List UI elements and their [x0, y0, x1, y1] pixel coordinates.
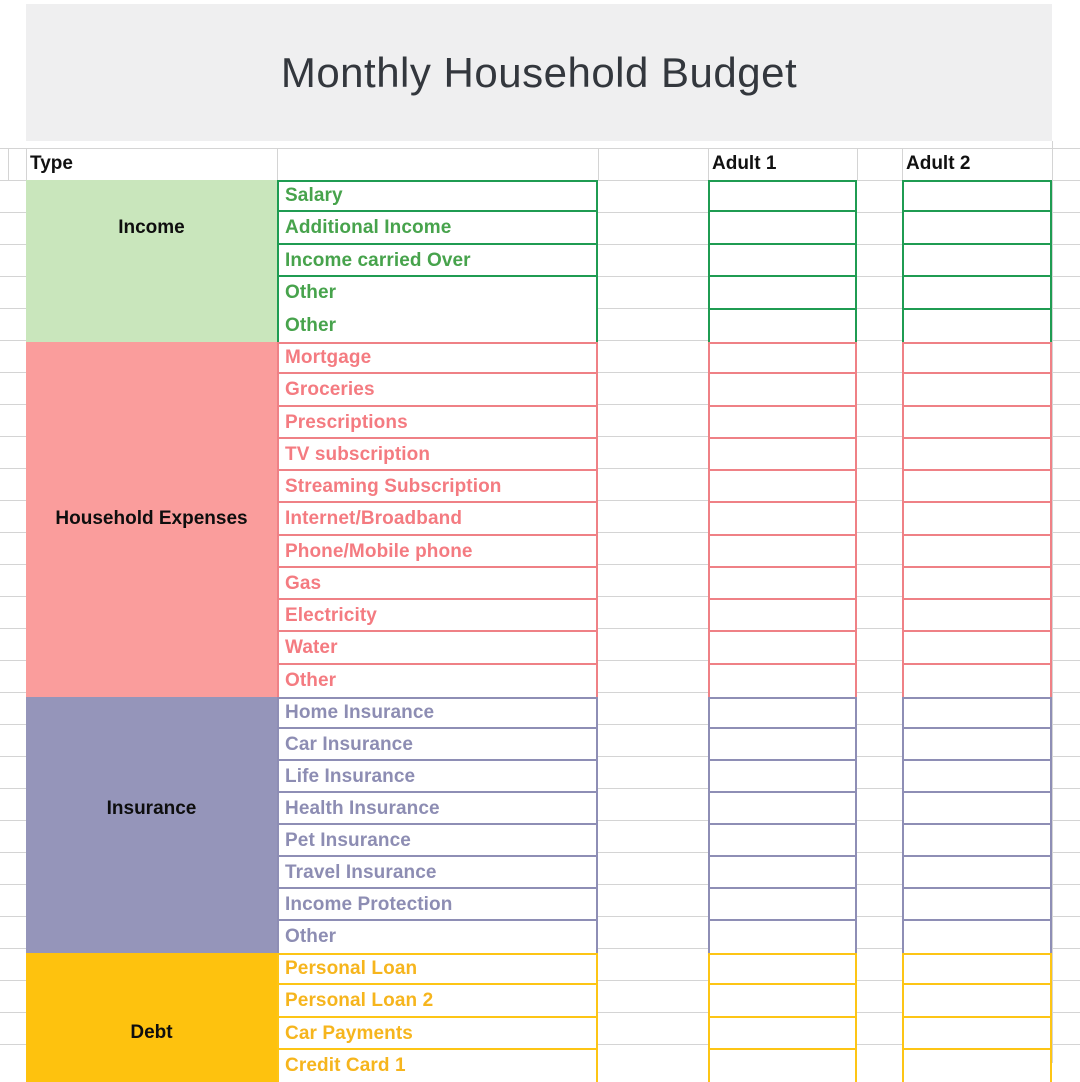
gridline — [598, 404, 708, 405]
adult2-value-cell[interactable] — [904, 665, 1050, 697]
adult2-value-cell[interactable] — [904, 953, 1050, 985]
item-cell[interactable] — [279, 793, 596, 825]
gridline — [598, 884, 708, 885]
adult1-value-cell[interactable] — [710, 310, 855, 342]
gridline — [857, 308, 902, 309]
item-cell-label: Pet Insurance — [285, 830, 411, 851]
gridline — [857, 1044, 902, 1045]
gridline — [1052, 244, 1080, 245]
gridline — [857, 1012, 902, 1013]
adult1-value-cell[interactable] — [710, 1018, 855, 1050]
gridline — [857, 916, 902, 917]
item-cell[interactable] — [279, 374, 596, 406]
gridline — [857, 532, 902, 533]
gridline — [1052, 596, 1080, 597]
item-cell-label: Personal Loan — [285, 958, 418, 979]
adult2-value-column — [902, 180, 1052, 342]
gridline — [0, 596, 26, 597]
adult1-value-cell[interactable] — [710, 729, 855, 761]
item-cell-label: Mortgage — [285, 347, 372, 368]
gridline — [1052, 500, 1080, 501]
gridline — [1052, 212, 1080, 213]
adult1-value-cell[interactable] — [710, 921, 855, 953]
adult2-value-cell[interactable] — [904, 825, 1050, 857]
adult1-value-cell[interactable] — [710, 600, 855, 632]
adult1-value-cell[interactable] — [710, 503, 855, 535]
gridline — [0, 1012, 26, 1013]
gridline — [857, 244, 902, 245]
gridline — [857, 980, 902, 981]
gridline — [857, 564, 902, 565]
gridline — [857, 404, 902, 405]
gridline — [0, 468, 26, 469]
gridline — [1052, 788, 1080, 789]
column-header-adult1[interactable]: Adult 1 — [712, 153, 777, 174]
gridline — [0, 788, 26, 789]
item-cell[interactable] — [279, 568, 596, 600]
item-cell-label: Salary — [285, 185, 343, 206]
gridline — [1052, 756, 1080, 757]
item-cell-label: TV subscription — [285, 443, 431, 465]
gridline — [598, 532, 708, 533]
gridline — [857, 692, 902, 693]
item-cell[interactable] — [279, 342, 596, 374]
item-column — [277, 697, 598, 953]
section-label: Debt — [130, 1022, 173, 1043]
gridline — [1052, 276, 1080, 277]
section-type-cell[interactable] — [26, 180, 277, 342]
gridline — [857, 948, 902, 949]
gridline — [1052, 532, 1080, 533]
column-header-type[interactable]: Type — [30, 153, 73, 174]
adult2-value-cell[interactable] — [904, 921, 1050, 953]
gridline — [0, 436, 26, 437]
item-cell-label: Groceries — [285, 379, 375, 401]
gridline — [0, 276, 26, 277]
gridline — [0, 340, 26, 341]
item-cell[interactable] — [279, 857, 596, 889]
item-cell-label: Other — [285, 926, 337, 947]
gridline — [0, 724, 26, 725]
item-cell[interactable] — [279, 212, 596, 244]
gridline — [0, 212, 26, 213]
gridline — [598, 468, 708, 469]
gridline — [857, 148, 858, 180]
gridline — [0, 148, 1080, 149]
gridline — [0, 884, 26, 885]
adult2-value-column — [902, 953, 1052, 1082]
adult1-value-cell[interactable] — [710, 536, 855, 568]
gridline — [277, 148, 278, 180]
gridline — [1052, 372, 1080, 373]
item-cell[interactable] — [279, 536, 596, 568]
gridline — [598, 820, 708, 821]
item-cell[interactable] — [279, 1050, 596, 1082]
adult1-value-cell[interactable] — [710, 889, 855, 921]
adult2-value-cell[interactable] — [904, 761, 1050, 793]
gridline — [0, 564, 26, 565]
gridline — [598, 660, 708, 661]
gridline — [0, 244, 26, 245]
section-type-cell[interactable] — [26, 697, 277, 953]
item-cell[interactable] — [279, 761, 596, 793]
item-cell[interactable] — [279, 697, 596, 729]
adult1-value-cell[interactable] — [710, 697, 855, 729]
gridline — [857, 724, 902, 725]
item-cell-label: Personal Loan 2 — [285, 990, 434, 1012]
adult1-value-cell[interactable] — [710, 180, 855, 212]
adult2-value-column — [902, 697, 1052, 953]
adult2-value-cell[interactable] — [904, 600, 1050, 632]
adult2-value-cell[interactable] — [904, 889, 1050, 921]
item-cell-label: Life Insurance — [285, 766, 416, 787]
gridline — [0, 916, 26, 917]
gridline — [857, 468, 902, 469]
gridline — [0, 308, 26, 309]
adult2-value-cell[interactable] — [904, 536, 1050, 568]
item-cell-label: Health Insurance — [285, 798, 440, 819]
adult2-value-cell[interactable] — [904, 568, 1050, 600]
gridline — [0, 852, 26, 853]
adult1-value-column — [708, 342, 857, 697]
adult2-value-column — [902, 342, 1052, 697]
item-cell[interactable] — [279, 1018, 596, 1050]
adult2-value-cell[interactable] — [904, 212, 1050, 244]
adult1-value-cell[interactable] — [710, 857, 855, 889]
gridline — [1052, 340, 1080, 341]
item-cell[interactable] — [279, 471, 596, 503]
adult1-value-cell[interactable] — [710, 374, 855, 406]
gridline — [857, 820, 902, 821]
gridline — [1052, 308, 1080, 309]
adult1-value-cell[interactable] — [710, 985, 855, 1017]
section-type-cell[interactable] — [26, 953, 277, 1082]
adult1-value-cell[interactable] — [710, 665, 855, 697]
item-cell-label: Income Protection — [285, 894, 453, 915]
item-cell-label: Phone/Mobile phone — [285, 540, 473, 562]
adult1-value-cell[interactable] — [710, 342, 855, 374]
section-label: Insurance — [106, 798, 197, 819]
gridline — [1052, 404, 1080, 405]
adult2-value-cell[interactable] — [904, 1018, 1050, 1050]
gridline — [857, 660, 902, 661]
gridline — [598, 916, 708, 917]
adult2-value-cell[interactable] — [904, 407, 1050, 439]
item-cell[interactable] — [279, 503, 596, 535]
adult2-value-cell[interactable] — [904, 310, 1050, 342]
gridline — [1052, 1044, 1080, 1045]
item-cell[interactable] — [279, 632, 596, 664]
gridline — [598, 436, 708, 437]
adult2-value-cell[interactable] — [904, 342, 1050, 374]
gridline — [857, 500, 902, 501]
adult1-value-column — [708, 180, 857, 342]
item-cell-label: Additional Income — [285, 217, 452, 239]
item-cell-label: Gas — [285, 572, 322, 594]
gridline — [857, 436, 902, 437]
adult2-value-cell[interactable] — [904, 245, 1050, 277]
gridline — [598, 180, 708, 181]
gridline — [1052, 948, 1080, 949]
adult1-value-cell[interactable] — [710, 1050, 855, 1082]
adult1-value-cell[interactable] — [710, 953, 855, 985]
adult1-value-column — [708, 953, 857, 1082]
item-cell-label: Home Insurance — [285, 702, 435, 723]
item-cell-label: Streaming Subscription — [285, 476, 502, 498]
gridline — [857, 788, 902, 789]
section-label: Household Expenses — [55, 508, 248, 529]
title-banner-cell[interactable] — [26, 4, 1052, 141]
gridline — [708, 148, 709, 180]
adult2-value-cell[interactable] — [904, 439, 1050, 471]
item-cell-label: Other — [285, 314, 337, 336]
gridline — [1052, 852, 1080, 853]
gridline — [598, 1044, 708, 1045]
gridline — [0, 756, 26, 757]
gridline — [598, 596, 708, 597]
item-cell-label: Internet/Broadband — [285, 508, 463, 530]
gridline — [1052, 468, 1080, 469]
adult2-value-cell[interactable] — [904, 857, 1050, 889]
adult1-value-cell[interactable] — [710, 407, 855, 439]
gridline — [0, 532, 26, 533]
gridline — [598, 1012, 708, 1013]
item-cell[interactable] — [279, 600, 596, 632]
gridline — [0, 660, 26, 661]
gridline — [598, 788, 708, 789]
item-cell-label: Electricity — [285, 605, 377, 627]
gridline — [1052, 724, 1080, 725]
adult1-value-cell[interactable] — [710, 568, 855, 600]
adult1-value-cell[interactable] — [710, 793, 855, 825]
gridline — [857, 884, 902, 885]
item-cell-label: Car Payments — [285, 1022, 413, 1044]
item-cell[interactable] — [279, 889, 596, 921]
gridline — [598, 276, 708, 277]
adult1-value-cell[interactable] — [710, 632, 855, 664]
gridline — [598, 692, 708, 693]
item-column — [277, 953, 598, 1082]
gridline — [598, 724, 708, 725]
item-cell[interactable] — [279, 953, 596, 985]
gridline — [857, 372, 902, 373]
adult2-value-cell[interactable] — [904, 632, 1050, 664]
adult1-value-column — [708, 697, 857, 953]
gridline — [0, 948, 26, 949]
item-cell[interactable] — [279, 985, 596, 1017]
gridline — [598, 372, 708, 373]
adult1-value-cell[interactable] — [710, 277, 855, 309]
adult2-value-cell[interactable] — [904, 985, 1050, 1017]
gridline — [598, 756, 708, 757]
item-cell-label: Car Insurance — [285, 734, 414, 755]
adult1-value-cell[interactable] — [710, 825, 855, 857]
gridline — [0, 820, 26, 821]
gridline — [598, 980, 708, 981]
column-header-adult2[interactable]: Adult 2 — [906, 153, 971, 174]
item-cell[interactable] — [279, 277, 596, 309]
item-cell[interactable] — [279, 439, 596, 471]
gridline — [0, 1044, 26, 1045]
item-cell-label: Income carried Over — [285, 249, 471, 271]
adult1-value-cell[interactable] — [710, 471, 855, 503]
adult2-value-cell[interactable] — [904, 697, 1050, 729]
adult2-value-cell[interactable] — [904, 180, 1050, 212]
gridline — [1052, 628, 1080, 629]
gridline — [857, 180, 902, 181]
gridline — [1052, 884, 1080, 885]
gridline — [857, 276, 902, 277]
gridline — [8, 148, 9, 180]
gridline — [1052, 820, 1080, 821]
item-cell-label: Other — [285, 282, 337, 304]
item-cell[interactable] — [279, 180, 596, 212]
gridline — [598, 244, 708, 245]
adult2-value-cell[interactable] — [904, 471, 1050, 503]
gridline — [1052, 141, 1053, 1063]
section-label: Income — [118, 217, 185, 238]
gridline — [1052, 980, 1080, 981]
item-cell-label: Prescriptions — [285, 411, 408, 433]
gridline — [857, 628, 902, 629]
item-cell[interactable] — [279, 407, 596, 439]
gridline — [598, 564, 708, 565]
item-cell-label: Travel Insurance — [285, 862, 437, 883]
adult1-value-cell[interactable] — [710, 761, 855, 793]
item-column — [277, 180, 598, 342]
gridline — [598, 948, 708, 949]
adult2-value-cell[interactable] — [904, 1050, 1050, 1082]
gridline — [598, 628, 708, 629]
item-cell-label: Other — [285, 669, 337, 691]
page-title: Monthly Household Budget — [280, 48, 798, 96]
item-cell[interactable] — [279, 665, 596, 697]
adult2-value-cell[interactable] — [904, 503, 1050, 535]
gridline — [1052, 692, 1080, 693]
gridline — [1052, 564, 1080, 565]
gridline — [0, 628, 26, 629]
gridline — [598, 852, 708, 853]
gridline — [857, 852, 902, 853]
adult1-value-cell[interactable] — [710, 212, 855, 244]
adult2-value-cell[interactable] — [904, 277, 1050, 309]
gridline — [857, 212, 902, 213]
gridline — [857, 596, 902, 597]
gridline — [1052, 916, 1080, 917]
gridline — [598, 308, 708, 309]
gridline — [0, 372, 26, 373]
adult1-value-cell[interactable] — [710, 245, 855, 277]
gridline — [598, 212, 708, 213]
item-cell[interactable] — [279, 245, 596, 277]
item-cell-label: Credit Card 1 — [285, 1054, 406, 1076]
gridline — [1052, 180, 1080, 181]
adult2-value-cell[interactable] — [904, 793, 1050, 825]
item-cell[interactable] — [279, 921, 596, 953]
item-column — [277, 342, 598, 697]
gridline — [0, 980, 26, 981]
item-cell[interactable] — [279, 310, 596, 342]
adult2-value-cell[interactable] — [904, 374, 1050, 406]
adult2-value-cell[interactable] — [904, 729, 1050, 761]
gridline — [598, 340, 708, 341]
gridline — [0, 180, 26, 181]
adult1-value-cell[interactable] — [710, 439, 855, 471]
gridline — [1052, 1012, 1080, 1013]
gridline — [902, 148, 903, 180]
gridline — [598, 500, 708, 501]
gridline — [0, 500, 26, 501]
item-cell[interactable] — [279, 729, 596, 761]
gridline — [1052, 436, 1080, 437]
item-cell[interactable] — [279, 825, 596, 857]
gridline — [857, 756, 902, 757]
gridline — [857, 340, 902, 341]
gridline — [1052, 660, 1080, 661]
gridline — [0, 404, 26, 405]
item-cell-label: Water — [285, 637, 338, 659]
gridline — [0, 692, 26, 693]
gridline — [598, 148, 599, 180]
